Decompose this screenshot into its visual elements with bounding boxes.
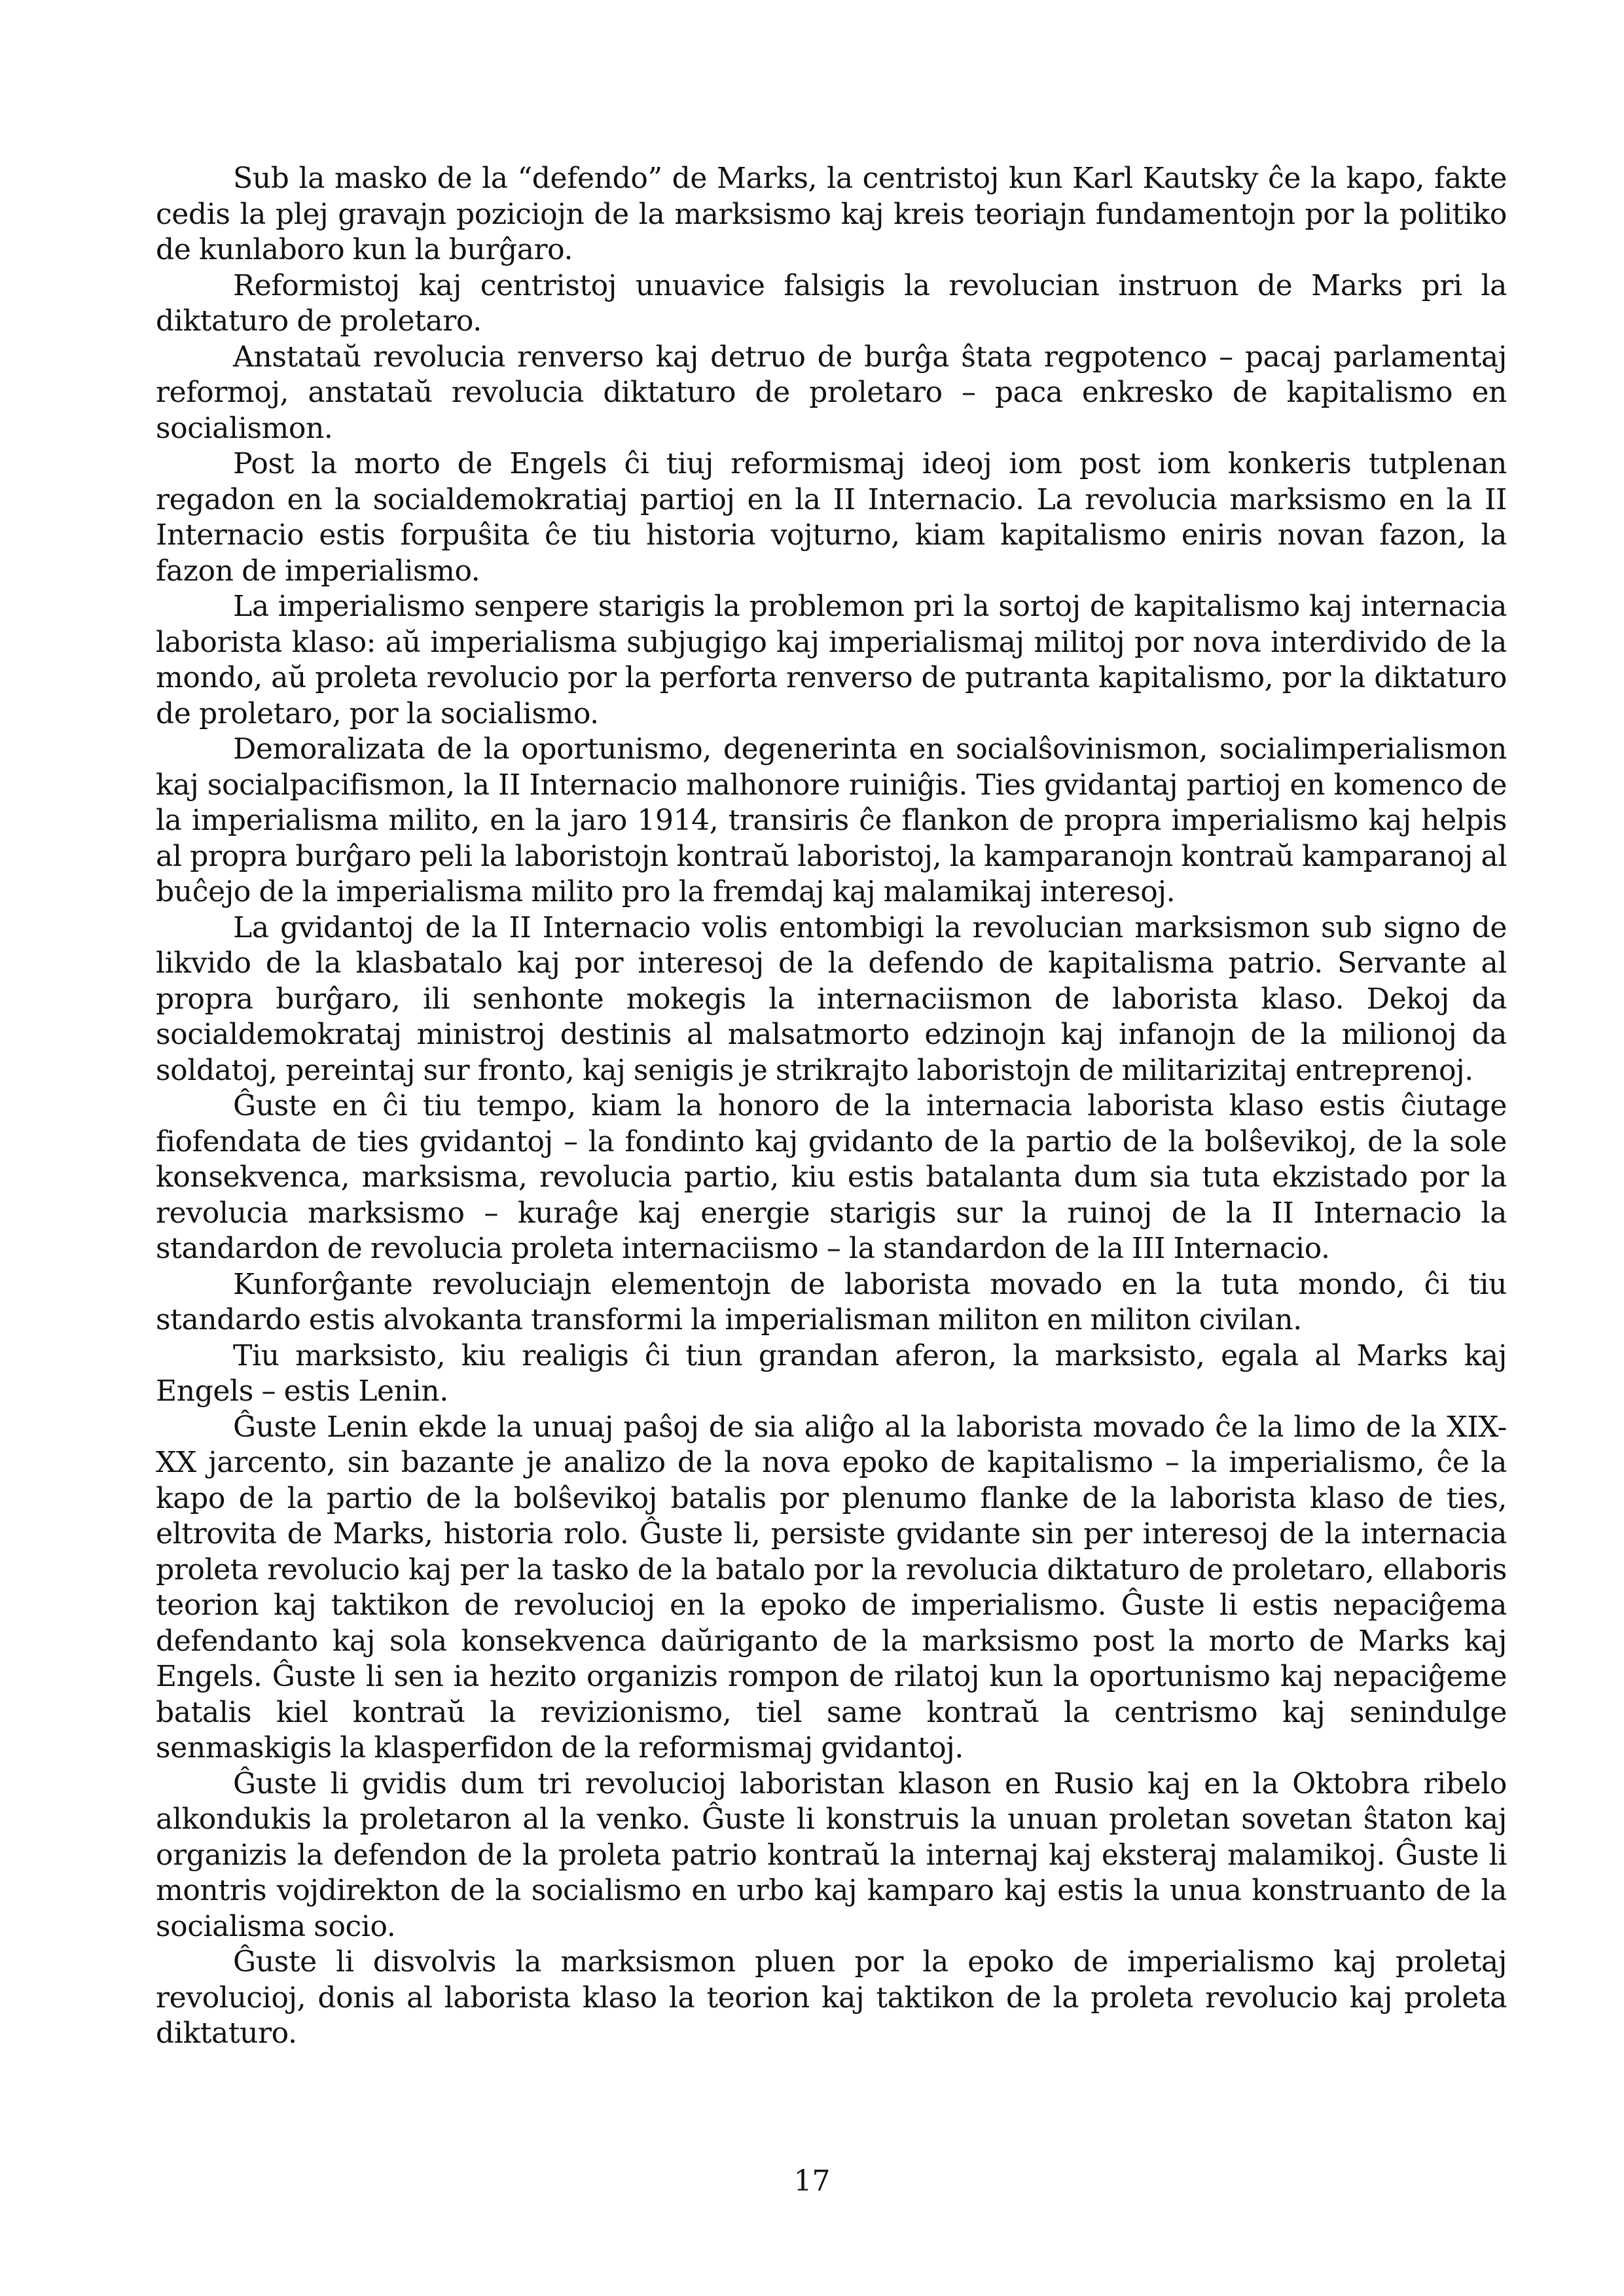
page-body [156, 161, 1507, 2052]
paragraph: Kunforĝante revoluciajn elementojn de laborista movado en la tuta mondo, ĉi tiu standardo estis alvokanta transformi la imperialisman militon en militon civilan. [156, 1267, 1507, 1336]
paragraph: Post la morto de Engels ĉi tiuj reformismaj ideoj iom post iom konkeris tutplenan regadon en la socialdemokratiaj partioj en la II Internacio. La revolucia marksismo en la II Internacio estis forpuŝita ĉe tiu historia vojturno, kiam kapitalismo eniris novan fazon, la fazon de imperialismo. [156, 447, 1507, 588]
page-number: 17 [793, 2164, 831, 2198]
paragraph: Tiu marksisto, kiu realigis ĉi tiun grandan aferon, la marksisto, egala al Marks kaj Engels – estis Lenin. [156, 1338, 1507, 1408]
paragraph: Reformistoj kaj centristoj unuavice falsigis la revolucian instruon de Marks pri la diktaturo de proletaro. [156, 268, 1507, 338]
paragraph: Ĝuste li gvidis dum tri revolucioj laboristan klason en Rusio kaj en la Oktobra ribelo alkondukis la proletaron al la venko. Ĝuste li konstruis la unuan proletan sovetan ŝtaton kaj organizis la defendon de la proleta patrio kontraŭ la internaj kaj eksteraj malamikoj. Ĝuste li montris vojdirekton de la socialismo en urbo kaj kamparo kaj estis la unua konstruanto de la socialisma socio. [156, 1767, 1507, 1943]
paragraph: Anstataŭ revolucia renverso kaj detruo de burĝa ŝtata regpotenco – pacaj parlamentaj reformoj, anstataŭ revolucia diktaturo de proletaro – paca enkresko de kapitalismo en socialismon. [156, 340, 1507, 445]
paragraph: Sub la masko de la “defendo” de Marks, la centristoj kun Karl Kautsky ĉe la kapo, fakte cedis la plej gravajn poziciojn de la marksismo kaj kreis teoriajn fundamentojn por la politiko de kunlaboro kun la burĝaro. [156, 162, 1507, 266]
paragraph: Ĝuste Lenin ekde la unuaj paŝoj de sia aliĝo al la laborista movado ĉe la limo de la XIX-XX jarcento, sin bazante je analizo de la nova epoko de kapitalismo – la imperialismo, ĉe la kapo de la partio de la bolŝevikoj batalis por plenumo flanke de la laborista klaso de ties, eltrovita de Marks, historia rolo. Ĝuste li, persiste gvidante sin per interesoj de la internacia proleta revolucio kaj per la tasko de la batalo por la revolucia diktaturo de proletaro, ellaboris teorion kaj taktikon de revolucioj en la epoko de imperialismo. Ĝuste li estis nepaciĝema defendanto kaj sola konsekvenca daŭriganto de la marksismo post la morto de Marks kaj Engels. Ĝuste li sen ia hezito organizis rompon de rilatoj kun la oportunismo kaj nepaciĝeme batalis kiel kontraŭ la revizionismo, tiel same kontraŭ la centrismo kaj senindulge senmaskigis la klasperfidon de la reformismaj gvidantoj. [156, 1410, 1507, 1765]
paragraph: La gvidantoj de la II Internacio volis entombigi la revolucian marksismon sub signo de likvido de la klasbatalo kaj por interesoj de la defendo de kapitalisma patrio. Servante al propra burĝaro, ili senhonte mokegis la internaciismon de laborista klaso. Dekoj da socialdemokrataj ministroj destinis al malsatmorto edzinojn kaj infanojn de la milionoj da soldatoj, pereintaj sur fronto, kaj senigis je strikrajto laboristojn de militarizitaj entreprenoj. [156, 910, 1507, 1087]
paragraph: Ĝuste li disvolvis la marksismon pluen por la epoko de imperialismo kaj proletaj revolucioj, donis al laborista klaso la teorion kaj taktikon de la proleta revolucio kaj proleta diktaturo. [156, 1945, 1507, 2050]
paragraph: La imperialismo senpere starigis la problemon pri la sortoj de kapitalismo kaj internacia laborista klaso: aŭ imperialisma subjugigo kaj imperialismaj militoj por nova interdivido de la mondo, aŭ proleta revolucio por la perforta renverso de putranta kapitalismo, por la diktaturo de proletaro, por la socialismo. [156, 590, 1507, 730]
paragraph: Demoralizata de la oportunismo, degenerinta en socialŝovinismon, socialimperialismon kaj socialpacifismon, la II Internacio malhonore ruiniĝis. Ties gvidantaj partioj en komenco de la imperialisma milito, en la jaro 1914, transiris ĉe flankon de propra imperialismo kaj helpis al propra burĝaro peli la laboristojn kontraŭ laboristoj, la kamparanojn kontraŭ kamparanoj al buĉejo de la imperialisma milito pro la fremdaj kaj malamikaj interesoj. [156, 732, 1507, 908]
paragraph: Ĝuste en ĉi tiu tempo, kiam la honoro de la internacia laborista klaso estis ĉiutage fiofendata de ties gvidantoj – la fondinto kaj gvidanto de la partio de la bolŝevikoj, de la sole konsekvenca, marksisma, revolucia partio, kiu estis batalanta dum sia tuta ekzistado por la revolucia marksismo – kuraĝe kaj energie starigis sur la ruinoj de la II Internacio la standardon de revolucia proleta internaciismo – la standardon de la III Internacio. [156, 1089, 1507, 1265]
